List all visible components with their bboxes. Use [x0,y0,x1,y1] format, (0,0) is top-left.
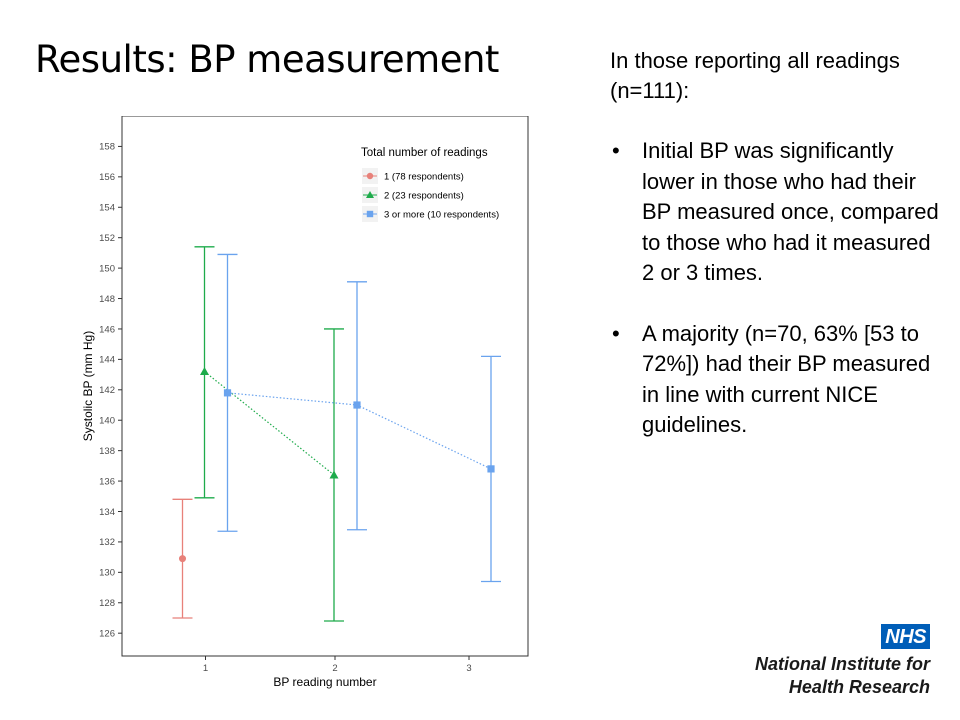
logo-line-2: Health Research [788,677,930,697]
y-tick-label: 148 [99,293,115,305]
y-tick-label: 138 [99,445,115,457]
chart-svg [80,116,530,696]
legend-marker [367,211,373,217]
y-tick-label: 154 [99,202,115,214]
y-tick-label: 156 [99,172,115,184]
y-tick-label: 130 [99,567,115,579]
bp-chart [80,116,530,696]
x-tick-label: 2 [332,663,338,674]
bullet-icon: • [612,320,620,346]
finding-text: A majority (n=70, 63% [53 to 72%]) had their BP measured in line with current NICE guidelines. [642,320,931,437]
data-point [179,555,186,562]
y-tick-label: 126 [99,628,115,640]
legend-label: 2 (23 respondents) [384,190,464,202]
finding-item [610,319,940,441]
y-tick-label: 144 [99,354,115,366]
nhs-badge: NHS [881,624,930,649]
legend-marker [367,173,373,179]
finding-item [610,136,940,289]
findings-list [610,136,940,441]
x-tick-label: 3 [466,663,472,674]
y-tick-label: 132 [99,537,115,549]
data-point [353,401,360,408]
slide-title: Results: BP measurement [35,38,499,81]
y-tick-label: 134 [99,506,115,518]
finding-text: Initial BP was significantly lower in those who had their BP measured once, compared to those who had it measured 2 or 3 times. [642,138,939,285]
x-axis-title: BP reading number [273,675,377,689]
data-point [487,465,494,472]
nihr-logo [740,624,940,704]
y-tick-label: 142 [99,385,115,397]
y-axis-title: Systolic BP (mm Hg) [81,330,95,442]
intro-text: In those reporting all readings (n=111): [610,48,900,103]
x-tick-label: 1 [202,663,209,674]
legend-label: 3 or more (10 respondents) [384,209,500,221]
data-point [224,389,231,396]
legend-title: Total number of readings [361,147,488,159]
y-tick-label: 152 [99,232,115,244]
y-tick-label: 158 [99,141,115,153]
y-tick-label: 136 [99,476,115,488]
y-tick-label: 146 [99,324,115,336]
y-tick-label: 150 [99,263,115,275]
y-tick-label: 140 [99,415,115,427]
logo-line-1: National Institute for [755,654,930,674]
bullet-icon: • [612,138,620,163]
legend-label: 1 (78 respondents) [384,171,464,183]
findings-panel [610,46,940,471]
y-tick-label: 128 [99,598,115,610]
